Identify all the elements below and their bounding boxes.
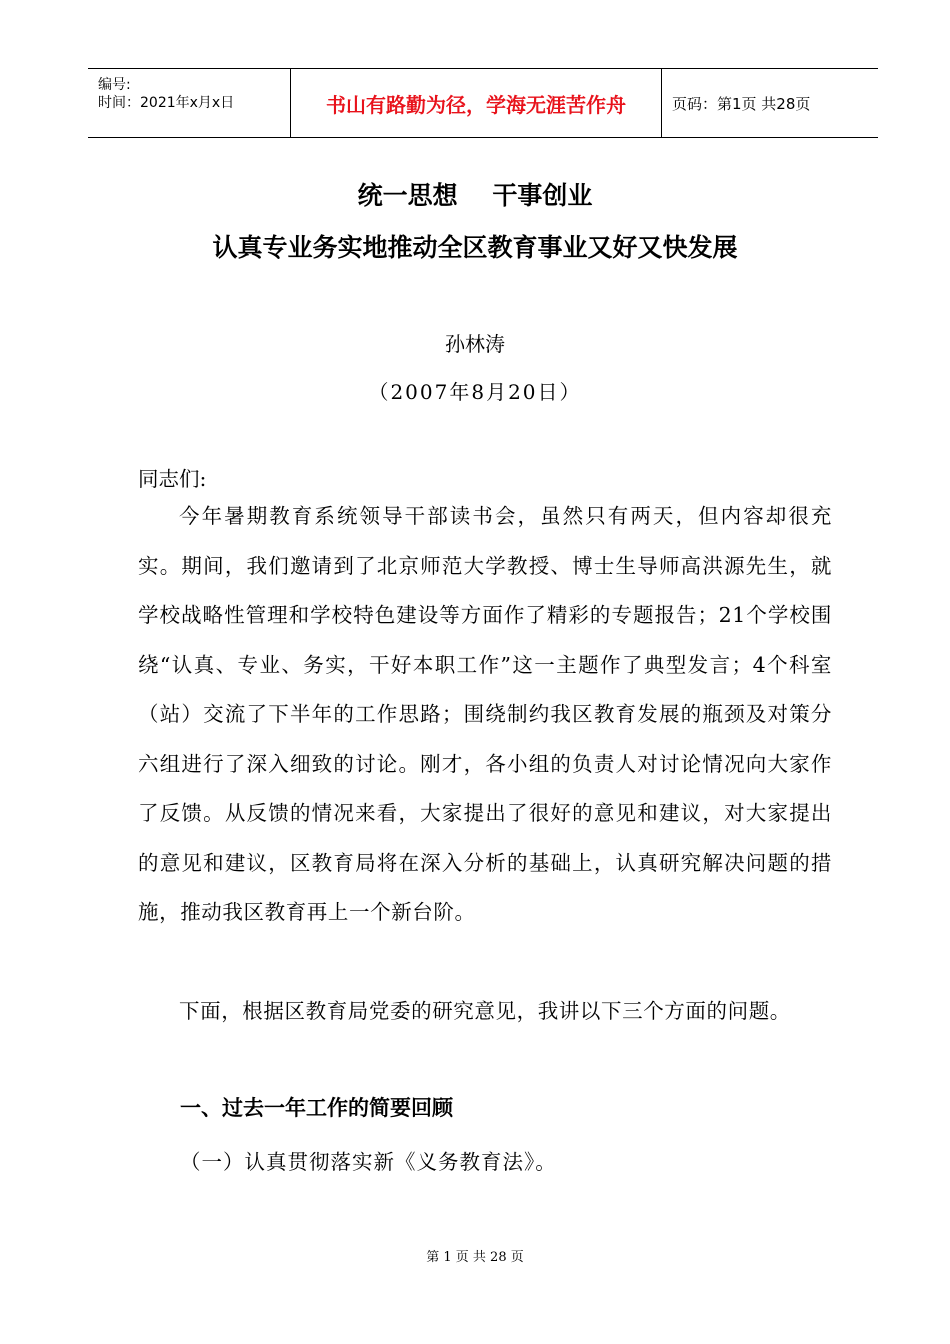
body-paragraph-2: 下面，根据区教育局党委的研究意见，我讲以下三个方面的问题。 <box>179 999 791 1023</box>
header-motto-cell <box>290 69 662 137</box>
header-table <box>88 68 878 138</box>
author-name: 孙林涛 <box>445 332 505 356</box>
section-heading-1: 一、过去一年工作的简要回顾 <box>180 1096 453 1120</box>
subsection-heading-1: （一）认真贯彻落实新《义务教育法》。 <box>180 1150 557 1174</box>
title-line-1: 统一思想 干事创业 <box>357 181 593 210</box>
number-label: 编号: <box>98 77 131 93</box>
title-line-2: 认真专业务实地推动全区教育事业又好又快发展 <box>212 233 738 262</box>
body-paragraph-1: 今年暑期教育系统领导干部读书会，虽然只有两天，但内容却很充实。期间，我们邀请到了北京师范大学教授、博士生导师高洪源先生，就学校战略性管理和学校特色建设等方面作了精彩的专题报告；21个学校围绕“认真、专业、务实，干好本职工作”这一主题作了典型发言；4个科室（站）交流了下半年的工作思路；围绕制约我区教育发展的瓶颈及对策分六组进行了深入细致的讨论。刚才，各小组的负责人对讨论情况向大家作了反馈。从反馈的情况来看，大家提出了很好的意见和建议，对大家提出的意见和建议，区教育局将在深入分析的基础上，认真研究解决问题的措施，推动我区教育再上一个新台阶。 <box>138 504 832 924</box>
header-page-cell <box>662 69 878 137</box>
salutation: 同志们: <box>138 467 207 491</box>
speech-date: （2007年8月20日） <box>368 380 582 404</box>
page-footer: 第 1 页 共 28 页 <box>426 1250 524 1265</box>
page-label: 页码：第1页 共28页 <box>672 94 811 113</box>
header-info-cell <box>88 69 290 137</box>
motto-text: 书山有路勤为径，学海无涯苦作舟 <box>326 92 626 117</box>
time-label: 时间：2021年x月x日 <box>98 95 235 111</box>
